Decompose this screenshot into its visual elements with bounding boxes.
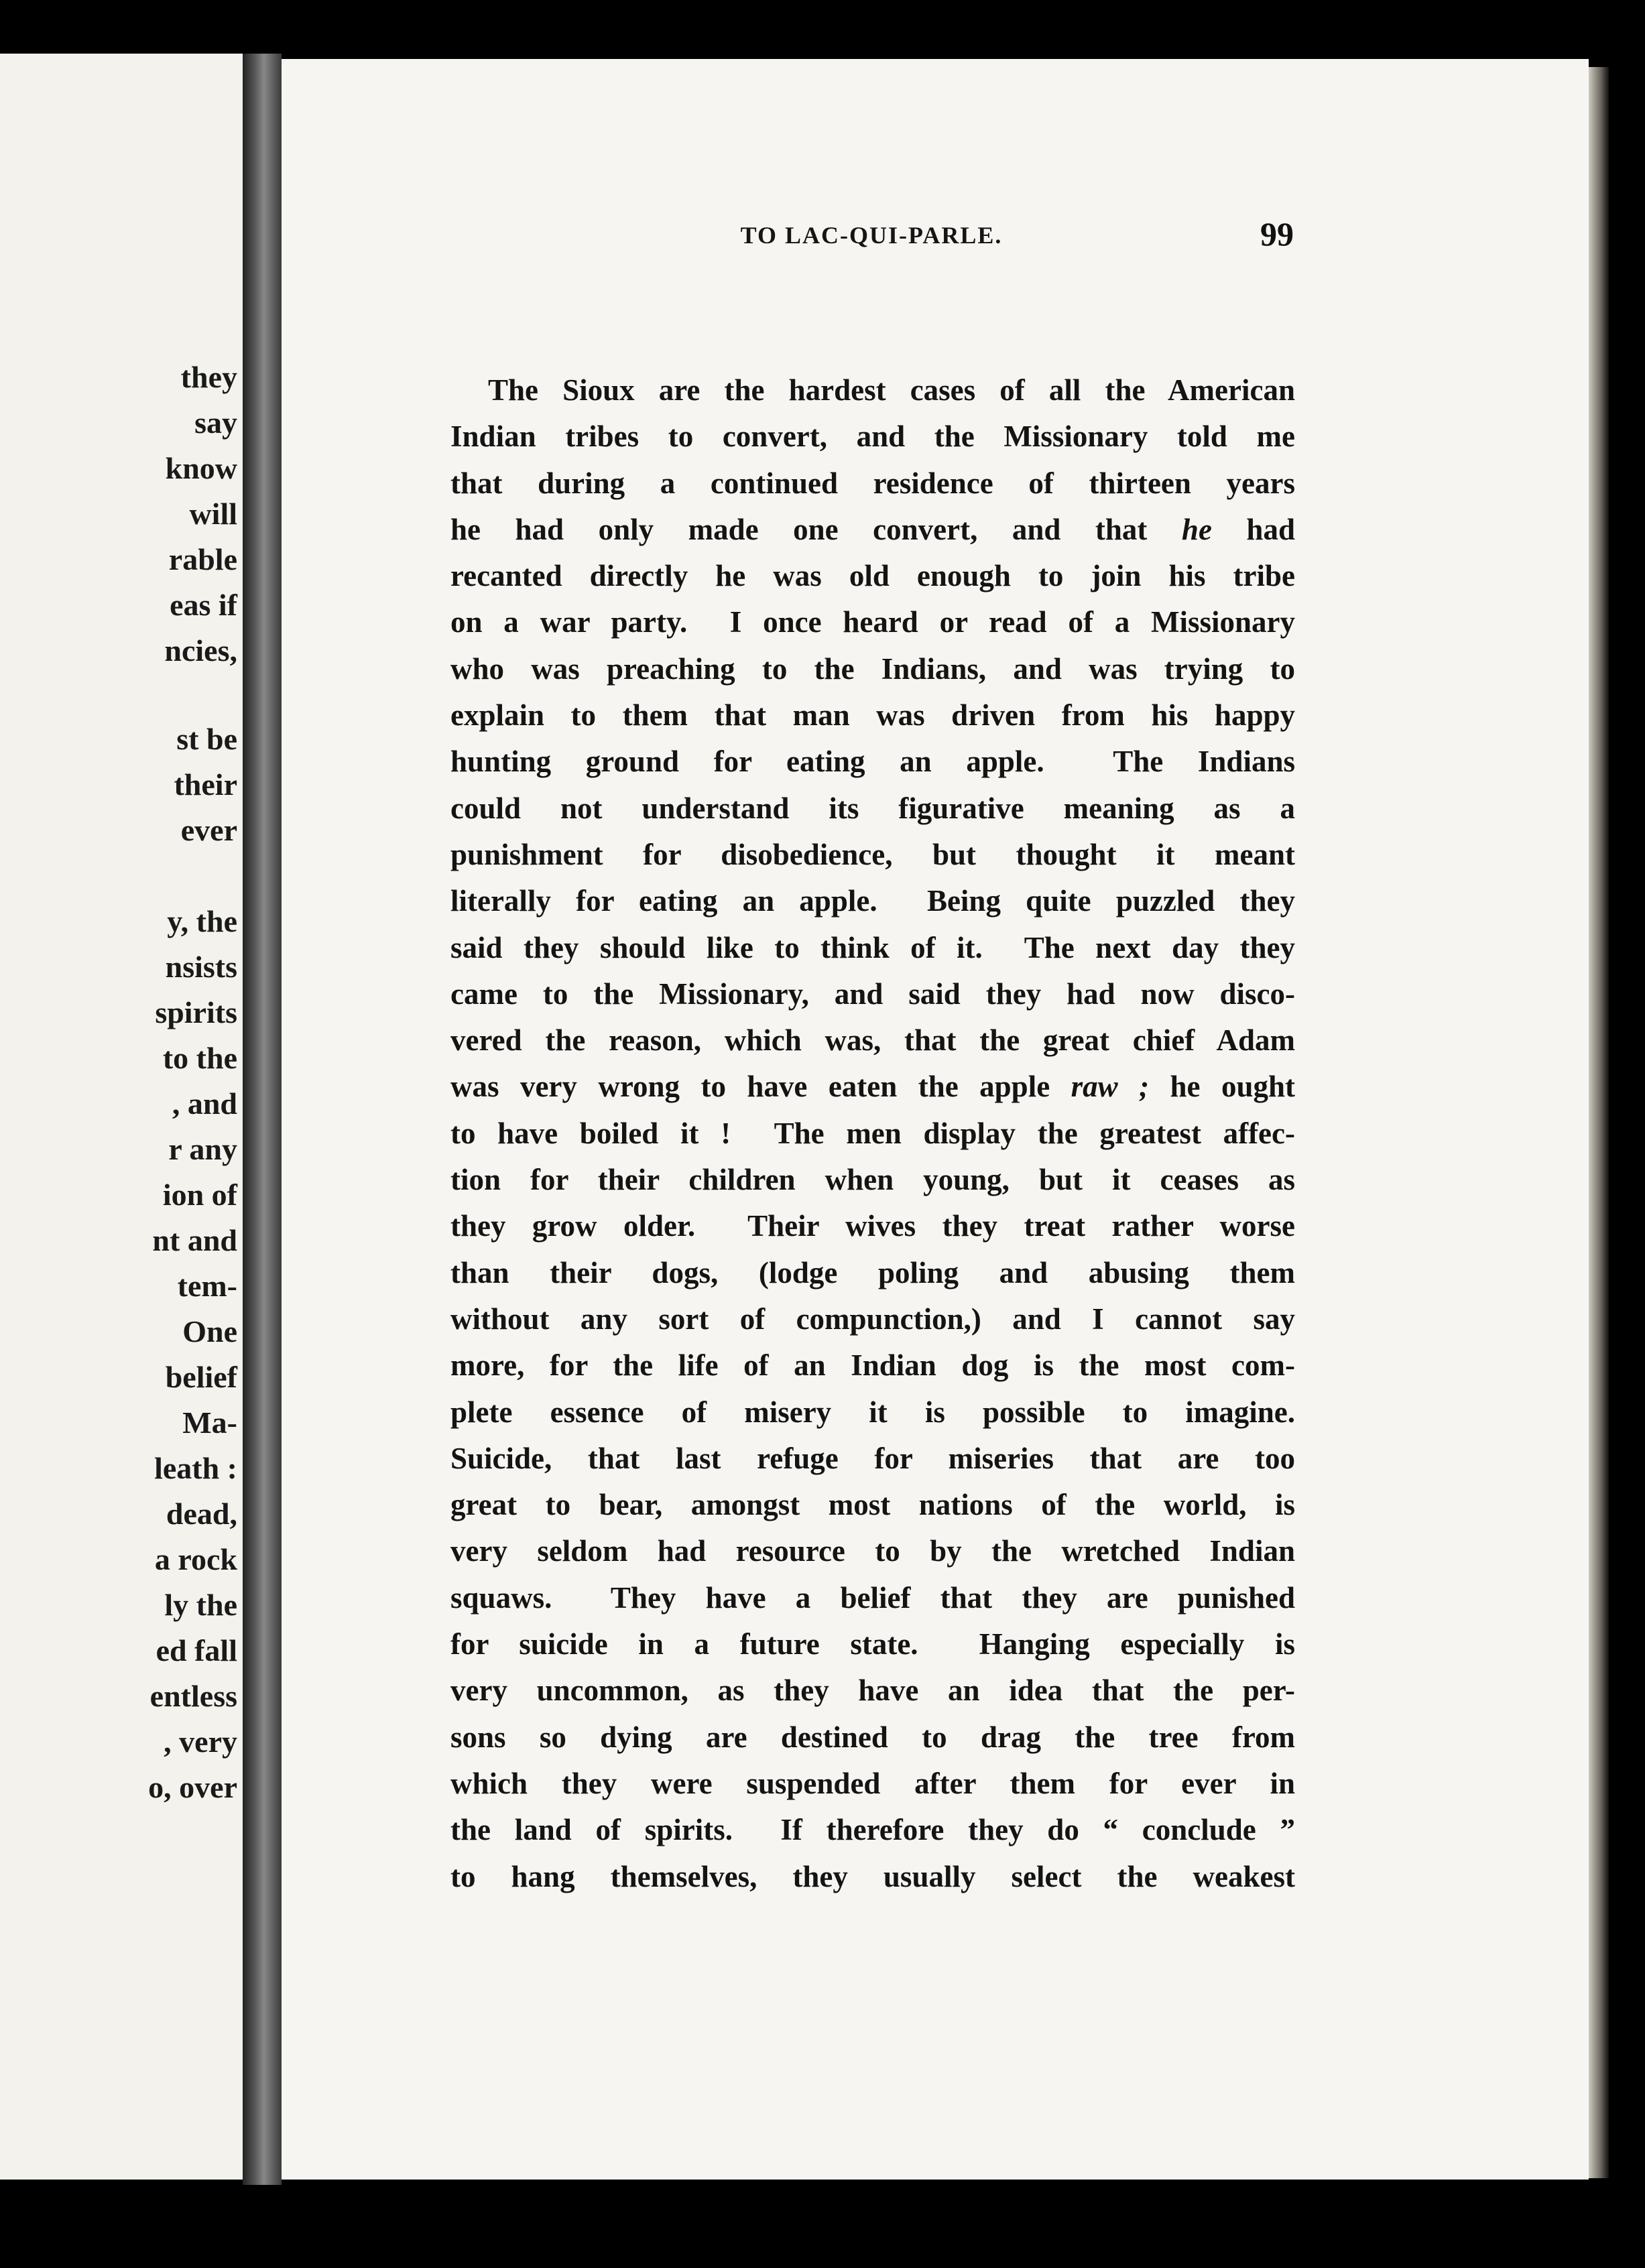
text-run: said they should like to think of it. The next day they [450,930,1295,964]
left-page-line-fragment: they [180,360,237,394]
left-page-line-fragment: nsists [165,950,237,984]
text-run: they grow older. Their wives they treat rather worse [450,1209,1295,1243]
left-page-line-fragment: o, over [148,1770,237,1804]
text-run: great to bear, amongst most nations of the world, is [450,1488,1295,1522]
left-page-line-fragment: r any [168,1132,237,1166]
left-page-line-fragment: eas if [170,588,237,622]
text-run: he [1181,512,1212,546]
text-run: than their dogs, (lodge poling and abusing them [450,1255,1295,1289]
text-line [450,739,1295,785]
left-page-line-fragment: ever [180,813,237,847]
text-run: raw ; [1071,1070,1150,1104]
text-line [450,832,1295,878]
text-line [450,599,1295,645]
text-run: on a war party. I once heard or read of a Missionary [450,605,1295,639]
left-page-line-fragment: know [165,451,237,485]
left-page-line-fragment: say [194,405,237,440]
left-page-line-fragment: , very [164,1724,237,1759]
text-run: which they were suspended after them for ever in [450,1766,1295,1800]
text-run: had [1211,512,1295,546]
left-page-line-fragment: One [182,1314,237,1348]
left-page-line-fragment: their [174,767,237,802]
text-run: he ought [1149,1070,1295,1104]
text-line [450,1482,1295,1528]
text-line [450,1528,1295,1574]
text-line [450,646,1295,692]
left-page-line-fragment: tem- [177,1269,237,1303]
text-run: literally for eating an apple. Being quite puzzled they [450,884,1295,918]
left-page-line-fragment: dead, [166,1497,237,1531]
text-line [450,1203,1295,1249]
text-run: punishment for disobedience, but thought it meant [450,837,1295,871]
left-page-line-fragment: Ma- [182,1405,237,1440]
text-line [450,1621,1295,1667]
text-run: vered the reason, which was, that the great chief Adam [450,1023,1295,1058]
text-run: he had only made one convert, and that [450,512,1182,546]
body-text [450,367,1295,1900]
text-line [450,1436,1295,1482]
text-run: Suicide, that last refuge for miseries that are too [450,1441,1295,1475]
text-run: tion for their children when young, but it ceases as [450,1163,1295,1197]
text-run: sons so dying are destined to drag the tree from [450,1720,1295,1754]
text-line [450,507,1295,553]
text-line [450,1807,1295,1853]
text-line [450,925,1295,971]
text-run: squaws. They have a belief that they are punished [450,1580,1295,1615]
text-line [450,1296,1295,1342]
left-page-line-fragment: rable [168,542,237,576]
text-line [450,1064,1295,1110]
running-title: TO LAC-QUI-PARLE. [740,222,1003,249]
page-edge-shadow [1589,67,1609,2178]
text-line [450,460,1295,507]
text-line [450,1389,1295,1436]
text-run: very uncommon, as they have an idea that the per- [450,1674,1295,1708]
text-run: hunting ground for eating an apple. The Indians [450,745,1295,779]
text-line [450,878,1295,924]
text-run: came to the Missionary, and said they had now disco- [450,976,1295,1011]
text-line [450,1575,1295,1621]
text-run: more, for the life of an Indian dog is the most com- [450,1348,1295,1383]
text-run: to hang themselves, they usually select the weakest [450,1859,1295,1893]
left-page-line-fragment: leath : [154,1451,237,1485]
text-run: could not understand its figurative meaning as a [450,791,1295,825]
text-run: without any sort of compunction,) and I cannot say [450,1302,1295,1336]
text-line [450,1854,1295,1900]
left-page-line-fragment: st be [176,722,237,756]
text-line [450,553,1295,599]
text-run: The Sioux are the hardest cases of all the American [488,373,1295,407]
text-run: that during a continued residence of thirteen years [450,466,1295,500]
text-line [450,1761,1295,1807]
left-page-line-fragment: a rock [154,1542,237,1576]
left-page-line-fragment: , and [172,1086,237,1121]
text-run: who was preaching to the Indians, and was trying to [450,651,1295,686]
text-line [450,1111,1295,1157]
text-run: explain to them that man was driven from his happy [450,698,1295,733]
book-gutter [243,54,282,2185]
text-line [450,1157,1295,1203]
text-run: very seldom had resource to by the wretched Indian [450,1534,1295,1568]
text-line [450,692,1295,739]
left-page-line-fragment: entless [149,1679,237,1713]
text-line [450,971,1295,1017]
page-number: 99 [1260,215,1294,253]
text-run: was very wrong to have eaten the apple [450,1070,1071,1104]
left-page-line-fragment: ion of [162,1178,237,1212]
left-page-line-fragment: to the [162,1041,237,1075]
left-page-line-fragment: y, the [167,904,237,938]
text-line [450,1250,1295,1296]
text-run: Indian tribes to convert, and the Missionary told me [450,420,1295,454]
running-head [442,214,1300,255]
text-run: to have boiled it ! The men display the greatest affec- [450,1116,1295,1150]
text-line [450,1667,1295,1714]
left-page-line-fragment: will [189,497,237,531]
text-run: recanted directly he was old enough to join his tribe [450,559,1295,593]
text-run: for suicide in a future state. Hanging especially is [450,1627,1295,1661]
text-line [450,1714,1295,1761]
left-page-line-fragment: ly the [164,1588,237,1622]
text-line [450,367,1295,414]
left-page-line-fragment: belief [165,1360,237,1394]
text-line [450,1342,1295,1389]
left-facing-page [0,54,245,2180]
left-page-line-fragment: spirits [155,995,237,1029]
left-page-line-fragment: ed fall [156,1633,237,1667]
text-run: plete essence of misery it is possible to imagine. [450,1395,1295,1429]
left-page-line-fragment: ncies, [164,633,237,668]
text-line [450,785,1295,832]
text-line [450,414,1295,460]
text-run: the land of spirits. If therefore they do “ conclude ” [450,1813,1295,1847]
left-page-line-fragment: nt and [152,1223,237,1257]
text-line [450,1017,1295,1064]
